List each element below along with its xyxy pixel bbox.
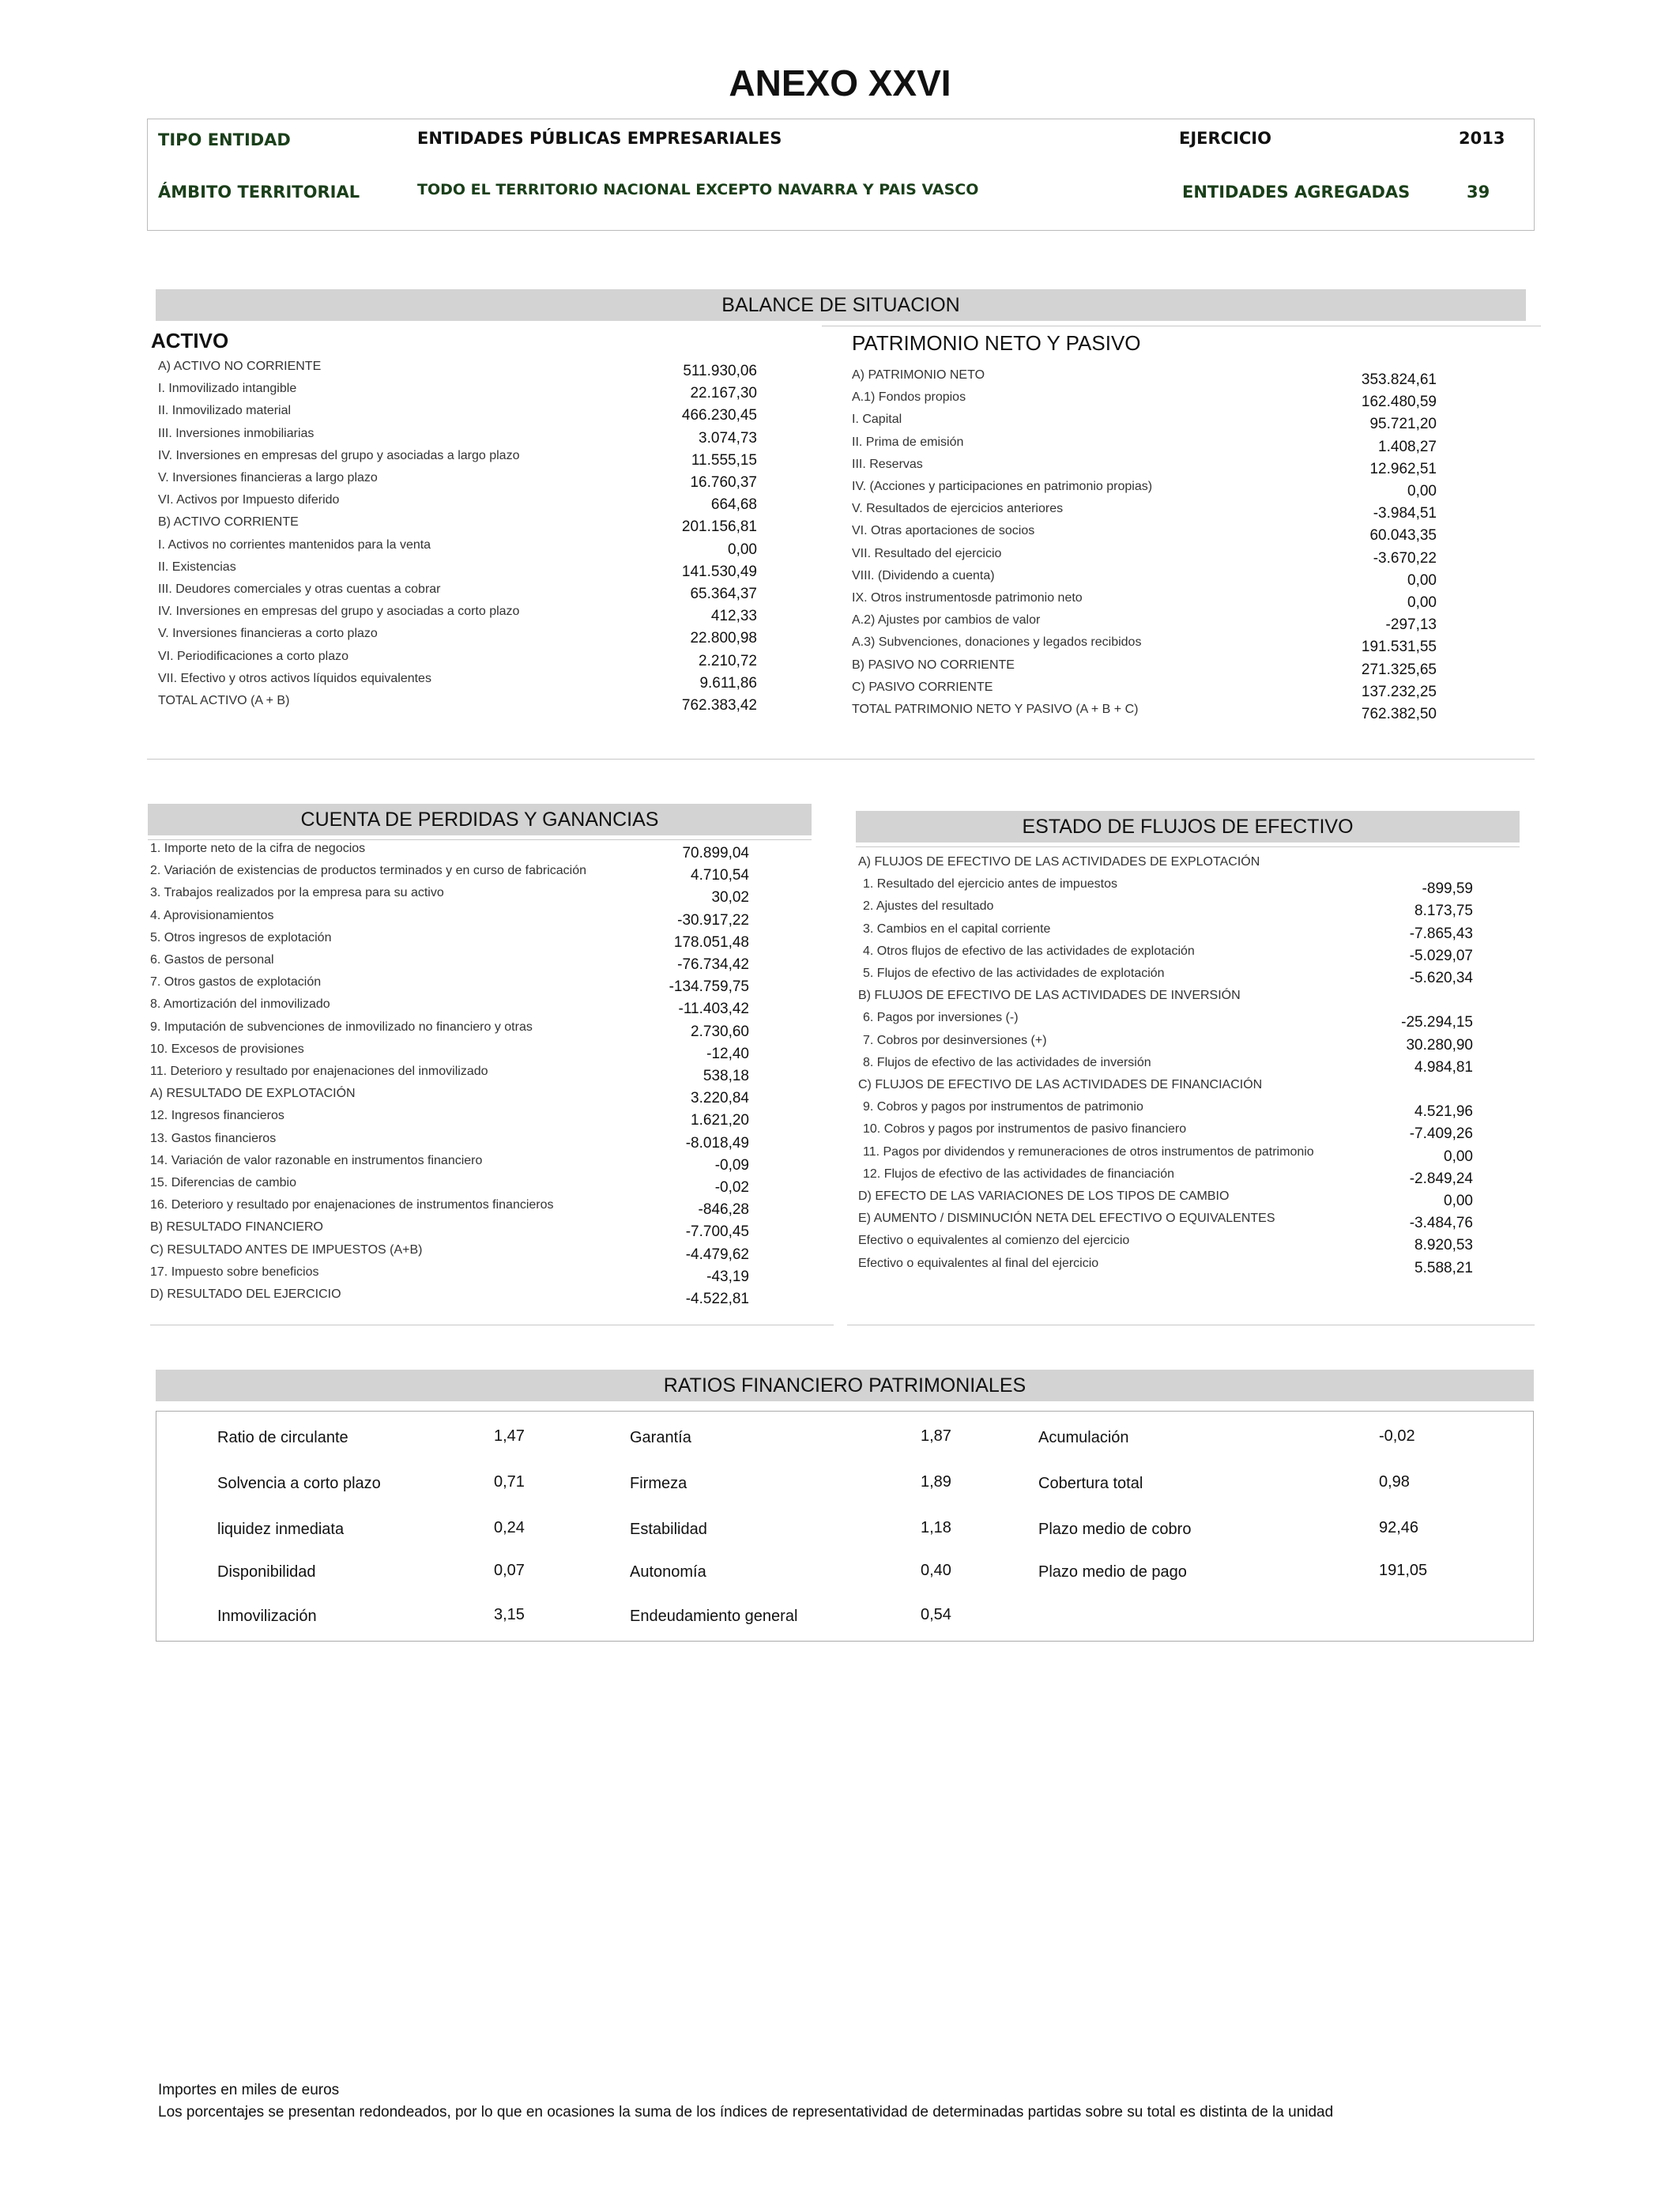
activo-row: [158, 471, 757, 493]
balance-title: BALANCE DE SITUACION: [156, 289, 1526, 321]
ratio-value: 92,46: [1379, 1519, 1419, 1536]
pasivo-row-label: IX. Otros instrumentosde patrimonio neto: [852, 591, 1083, 605]
ratio-value: 191,05: [1379, 1562, 1428, 1579]
pasivo-row-label: A.2) Ajustes por cambios de valor: [852, 613, 1041, 628]
pasivo-row-label: C) PASIVO CORRIENTE: [852, 680, 993, 694]
pasivo-row: [852, 547, 1437, 569]
flujos-row: [858, 1056, 1473, 1078]
pasivo-row: [852, 390, 1437, 413]
flujos-row-label: 12. Flujos de efectivo de las actividades de financiación: [863, 1167, 1175, 1181]
pasivo-row-label: A.3) Subvenciones, donaciones y legados recibidos: [852, 635, 1142, 650]
pasivo-row-label: TOTAL PATRIMONIO NETO Y PASIVO (A + B + C): [852, 703, 1139, 716]
activo-row-value: 664,68: [710, 496, 757, 514]
pasivo-row-value: 1.408,27: [1378, 438, 1437, 455]
page-title: ANEXO XXVI: [729, 62, 951, 104]
flujos-row: [858, 944, 1473, 967]
flujos-row: [858, 1189, 1473, 1212]
tipo-entidad-label: TIPO ENTIDAD: [158, 130, 291, 149]
ratio-value: 1,89: [921, 1473, 951, 1491]
activo-row: [158, 650, 757, 672]
pyg-row-value: 2.730,60: [691, 1023, 749, 1040]
pyg-row: [150, 1132, 749, 1154]
pyg-row-label: 7. Otros gastos de explotación: [150, 975, 322, 990]
pyg-row: [150, 1198, 749, 1220]
activo-row: [158, 694, 757, 716]
section-separator: [147, 759, 1535, 760]
flujos-row-label: B) FLUJOS DE EFECTIVO DE LAS ACTIVIDADES DE INVERSIÓN: [858, 989, 1241, 1003]
flujos-row-value: 8.920,53: [1414, 1237, 1473, 1254]
flujos-row-value: 4.984,81: [1414, 1058, 1473, 1076]
pyg-row-label: A) RESULTADO DE EXPLOTACIÓN: [150, 1087, 356, 1101]
pasivo-row-value: -3.984,51: [1373, 505, 1437, 522]
pasivo-row: [852, 591, 1437, 613]
agregadas-value: 39: [1467, 183, 1490, 202]
pasivo-row-value: 137.232,25: [1361, 683, 1437, 700]
activo-row-label: I. Inmovilizado intangible: [158, 382, 297, 396]
flujos-row-value: 4.521,96: [1414, 1103, 1473, 1121]
pyg-row: [150, 1265, 749, 1287]
activo-row-label: III. Inversiones inmobiliarias: [158, 426, 315, 440]
flujos-row-label: 4. Otros flujos de efectivo de las actividades de explotación: [863, 944, 1195, 958]
pasivo-row-label: B) PASIVO NO CORRIENTE: [852, 658, 1015, 672]
flujos-row: [858, 899, 1473, 922]
pyg-row: [150, 1220, 749, 1242]
flujos-row: [858, 967, 1473, 989]
pyg-row-value: 4.710,54: [691, 867, 749, 884]
flujos-row: [858, 1257, 1473, 1279]
ratio-value: 3,15: [494, 1606, 525, 1623]
ratio-label: Autonomía: [630, 1563, 706, 1581]
ratio-value: 0,24: [494, 1519, 525, 1536]
pyg-row-value: -846,28: [698, 1201, 749, 1219]
activo-row-label: II. Inmovilizado material: [158, 404, 292, 418]
activo-row-label: IV. Inversiones en empresas del grupo y asociadas a corto plazo: [158, 605, 520, 619]
pasivo-row: [852, 458, 1437, 480]
pyg-row: [150, 997, 749, 1020]
flujos-row-label: 10. Cobros y pagos por instrumentos de pasivo financiero: [863, 1122, 1187, 1137]
pasivo-row: [852, 635, 1437, 658]
pyg-row: [150, 842, 749, 864]
pasivo-row-value: 0,00: [1407, 594, 1437, 611]
pyg-row-value: -7.700,45: [685, 1223, 749, 1241]
flujos-divider: [856, 846, 1520, 847]
flujos-row-label: 7. Cobros por desinversiones (+): [863, 1033, 1047, 1047]
flujos-row: [858, 1100, 1473, 1122]
flujos-row-label: 2. Ajustes del resultado: [863, 899, 994, 914]
activo-row-value: 65.364,37: [690, 586, 757, 602]
pasivo-row: [852, 658, 1437, 680]
flujos-row-value: 30.280,90: [1406, 1036, 1473, 1054]
flujos-row-value: 5.588,21: [1414, 1259, 1473, 1276]
activo-row-label: VI. Periodificaciones a corto plazo: [158, 649, 349, 663]
pyg-row-value: -43,19: [706, 1268, 749, 1285]
activo-row: [158, 672, 757, 694]
pyg-row-label: 9. Imputación de subvenciones de inmovilizado no financiero y otras: [150, 1020, 533, 1034]
activo-row-label: V. Inversiones financieras a corto plazo: [158, 627, 378, 641]
flujos-row-label: Efectivo o equivalentes al final del ejercicio: [858, 1256, 1099, 1270]
ratio-value: 1,18: [921, 1519, 951, 1536]
pyg-row-label: 6. Gastos de personal: [150, 953, 274, 967]
pyg-row-value: 1.621,20: [691, 1112, 749, 1129]
pyg-row-value: 30,02: [711, 889, 749, 907]
activo-row: [158, 560, 757, 582]
flujos-row-label: A) FLUJOS DE EFECTIVO DE LAS ACTIVIDADES DE EXPLOTACIÓN: [858, 855, 1260, 869]
pasivo-row-label: V. Resultados de ejercicios anteriores: [852, 502, 1064, 516]
pyg-row: [150, 975, 749, 997]
flujos-row: [858, 855, 1473, 877]
flujos-row: [858, 922, 1473, 944]
pasivo-row-label: A.1) Fondos propios: [852, 390, 966, 405]
ratio-label: Cobertura total: [1038, 1475, 1143, 1492]
activo-row: [158, 449, 757, 471]
pyg-row-value: 3.220,84: [691, 1090, 749, 1107]
pyg-row: [150, 1109, 749, 1131]
activo-row-value: 201.156,81: [681, 518, 757, 536]
flujos-row-value: -7.865,43: [1409, 925, 1473, 942]
activo-row-value: 141.530,49: [681, 563, 757, 580]
activo-row-label: I. Activos no corrientes mantenidos para la venta: [158, 537, 431, 552]
ratios-box: [156, 1411, 1534, 1642]
pyg-row: [150, 953, 749, 975]
pyg-row-value: -134.759,75: [669, 978, 749, 996]
activo-row-value: 16.760,37: [690, 474, 757, 491]
flujos-row: [858, 1011, 1473, 1033]
flujos-row-value: -2.849,24: [1409, 1170, 1473, 1187]
pyg-row-value: -12,40: [706, 1045, 749, 1062]
flujos-row-label: 1. Resultado del ejercicio antes de impuestos: [863, 877, 1117, 892]
ratio-label: liquidez inmediata: [217, 1521, 345, 1538]
flujos-row-label: 11. Pagos por dividendos y remuneraciones de otros instrumentos de patrimonio: [863, 1144, 1314, 1159]
pyg-row-label: 1. Importe neto de la cifra de negocios: [150, 842, 366, 855]
activo-row: [158, 404, 757, 426]
ratio-label: Endeudamiento general: [630, 1608, 798, 1625]
ratios-title: RATIOS FINANCIERO PATRIMONIALES: [156, 1370, 1534, 1401]
pasivo-row-label: VII. Resultado del ejercicio: [852, 546, 1002, 560]
flujos-row-label: Efectivo o equivalentes al comienzo del ejercicio: [858, 1234, 1130, 1248]
activo-row-value: 22.800,98: [690, 630, 757, 647]
pyg-row-value: -11.403,42: [678, 1001, 749, 1018]
flujos-row: [858, 989, 1473, 1011]
activo-row-label: III. Deudores comerciales y otras cuentas a cobrar: [158, 582, 441, 596]
flujos-row-value: 0,00: [1444, 1148, 1473, 1165]
pyg-row: [150, 1020, 749, 1042]
activo-row-label: IV. Inversiones en empresas del grupo y asociadas a largo plazo: [158, 448, 520, 462]
flujos-row-value: -5.029,07: [1409, 947, 1473, 964]
ratio-value: 0,40: [921, 1562, 951, 1579]
flujos-row: [858, 1122, 1473, 1144]
pyg-row: [150, 1154, 749, 1176]
pasivo-row: [852, 480, 1437, 502]
pyg-row-label: 10. Excesos de provisiones: [150, 1042, 304, 1056]
pyg-row-label: 13. Gastos financieros: [150, 1131, 277, 1145]
ratio-value: 1,47: [494, 1427, 525, 1445]
flujos-row-label: C) FLUJOS DE EFECTIVO DE LAS ACTIVIDADES DE FINANCIACIÓN: [858, 1078, 1263, 1091]
pyg-row-label: C) RESULTADO ANTES DE IMPUESTOS (A+B): [150, 1242, 423, 1257]
pasivo-row-value: -297,13: [1385, 616, 1437, 634]
activo-heading: ACTIVO: [151, 329, 229, 352]
ratio-value: 0,71: [494, 1473, 525, 1491]
activo-row: [158, 582, 757, 605]
footer-note-rounding: Los porcentajes se presentan redondeados, por lo que en ocasiones la suma de los índices de representatividad de determinadas partidas sobre su total es distinta de la unidad: [158, 2104, 1334, 2120]
pyg-row-value: -4.522,81: [685, 1291, 749, 1307]
flujos-row-value: -25.294,15: [1401, 1014, 1473, 1031]
pyg-row-value: -0,02: [714, 1179, 749, 1196]
ratio-label: Solvencia a corto plazo: [217, 1475, 381, 1492]
pasivo-row-label: I. Capital: [852, 413, 902, 427]
flujos-title: ESTADO DE FLUJOS DE EFECTIVO: [856, 811, 1520, 843]
flujos-row: [858, 1034, 1473, 1056]
pyg-row-label: 3. Trabajos realizados por la empresa para su activo: [150, 886, 444, 900]
pyg-row-label: B) RESULTADO FINANCIERO: [150, 1220, 323, 1235]
activo-row-value: 0,00: [728, 541, 757, 558]
flujos-row-label: D) EFECTO DE LAS VARIACIONES DE LOS TIPOS DE CAMBIO: [858, 1189, 1230, 1203]
ratio-label: Disponibilidad: [217, 1563, 316, 1581]
pasivo-row: [852, 680, 1437, 703]
pyg-row: [150, 1065, 749, 1087]
pasivo-row-value: 0,00: [1407, 571, 1437, 589]
pyg-row-value: 70.899,04: [682, 845, 749, 861]
activo-row-label: TOTAL ACTIVO (A + B): [158, 694, 290, 707]
activo-row: [158, 382, 757, 404]
pasivo-row-label: A) PATRIMONIO NETO: [852, 368, 985, 382]
activo-row: [158, 493, 757, 515]
activo-row-value: 511.930,06: [683, 363, 757, 379]
pasivo-heading: PATRIMONIO NETO Y PASIVO: [852, 331, 1141, 355]
pyg-row-label: 15. Diferencias de cambio: [150, 1176, 296, 1189]
pasivo-row-value: 12.962,51: [1369, 460, 1437, 477]
ejercicio-value: 2013: [1459, 129, 1505, 148]
ratio-value: 1,87: [921, 1427, 951, 1445]
pyg-row: [150, 1287, 749, 1310]
pasivo-row-label: III. Reservas: [852, 457, 923, 471]
pyg-row-value: -76.734,42: [677, 956, 749, 973]
activo-row-value: 2.210,72: [699, 652, 757, 669]
activo-row-label: B) ACTIVO CORRIENTE: [158, 515, 299, 530]
flujos-row: [858, 1212, 1473, 1234]
ratio-label: Estabilidad: [630, 1521, 707, 1538]
activo-row-value: 22.167,30: [690, 385, 757, 402]
pyg-divider: [148, 839, 812, 840]
activo-row: [158, 427, 757, 449]
pyg-row: [150, 1243, 749, 1265]
activo-row-value: 11.555,15: [691, 451, 757, 469]
pyg-row: [150, 909, 749, 931]
flujos-row-label: 3. Cambios en el capital corriente: [863, 922, 1051, 936]
flujos-row: [858, 877, 1473, 899]
pasivo-row-label: IV. (Acciones y participaciones en patrimonio propias): [852, 480, 1153, 493]
activo-row: [158, 538, 757, 560]
ratio-label: Firmeza: [630, 1475, 687, 1492]
pyg-row: [150, 1176, 749, 1198]
ratio-label: Acumulación: [1038, 1429, 1129, 1446]
activo-row: [158, 627, 757, 649]
ratio-value: 0,07: [494, 1562, 525, 1579]
flujos-row-label: 5. Flujos de efectivo de las actividades de explotación: [863, 967, 1165, 980]
pasivo-row: [852, 613, 1437, 635]
activo-row-label: VII. Efectivo y otros activos líquidos equivalentes: [158, 671, 431, 685]
pyg-row-label: 16. Deterioro y resultado por enajenaciones de instrumentos financieros: [150, 1198, 554, 1212]
ratio-label: Garantía: [630, 1429, 691, 1446]
pasivo-row-value: 0,00: [1407, 483, 1437, 499]
ratio-value: 0,98: [1379, 1473, 1410, 1491]
pasivo-row-value: 271.325,65: [1361, 661, 1437, 678]
pasivo-row-value: -3.670,22: [1373, 549, 1437, 567]
ratio-label: Plazo medio de pago: [1038, 1563, 1187, 1581]
pyg-row-value: -8.018,49: [685, 1134, 749, 1152]
pyg-row: [150, 1087, 749, 1109]
entity-header-box: [147, 119, 1535, 231]
footer-note-units: Importes en miles de euros: [158, 2082, 340, 2098]
ejercicio-label: EJERCICIO: [1179, 129, 1271, 148]
flujos-row-value: -7.409,26: [1409, 1125, 1473, 1143]
pasivo-row: [852, 502, 1437, 524]
pyg-row-label: 12. Ingresos financieros: [150, 1109, 284, 1123]
pyg-row-label: 4. Aprovisionamientos: [150, 908, 274, 922]
pyg-row-value: -0,09: [714, 1156, 749, 1174]
pasivo-row-label: II. Prima de emisión: [852, 435, 964, 449]
activo-row-value: 3.074,73: [699, 429, 757, 447]
flujos-row-label: 9. Cobros y pagos por instrumentos de patrimonio: [863, 1100, 1143, 1114]
pasivo-row-label: VI. Otras aportaciones de socios: [852, 524, 1035, 538]
pasivo-row-value: 353.824,61: [1361, 371, 1437, 388]
pyg-row-value: -4.479,62: [685, 1246, 749, 1263]
pasivo-row-value: 191.531,55: [1361, 639, 1437, 656]
activo-row-value: 762.383,42: [681, 697, 757, 714]
activo-row-value: 412,33: [710, 608, 757, 625]
activo-row-label: V. Inversiones financieras a largo plazo: [158, 471, 378, 484]
flujos-row-value: -3.484,76: [1409, 1215, 1473, 1232]
flujos-row-label: 6. Pagos por inversiones (-): [863, 1011, 1019, 1025]
pasivo-row: [852, 435, 1437, 458]
pyg-row: [150, 864, 749, 886]
ratio-label: Plazo medio de cobro: [1038, 1521, 1192, 1538]
activo-row-label: II. Existencias: [158, 560, 236, 574]
flujos-row-value: 8.173,75: [1414, 903, 1473, 920]
pasivo-row-value: 162.480,59: [1361, 394, 1437, 411]
tipo-entidad-value: ENTIDADES PÚBLICAS EMPRESARIALES: [417, 129, 782, 148]
ambito-label: ÁMBITO TERRITORIAL: [158, 183, 360, 202]
flujos-row-label: 8. Flujos de efectivo de las actividades de inversión: [863, 1055, 1151, 1069]
activo-row: [158, 360, 757, 382]
ratio-label: Inmovilización: [217, 1608, 317, 1625]
flujos-row-value: -5.620,34: [1409, 970, 1473, 986]
activo-row-value: 9.611,86: [699, 674, 757, 692]
flujos-row-value: -899,59: [1422, 880, 1473, 898]
ambito-value: TODO EL TERRITORIO NACIONAL EXCEPTO NAVARRA Y PAIS VASCO: [417, 181, 979, 198]
pyg-row-label: 11. Deterioro y resultado por enajenaciones del inmovilizado: [150, 1065, 488, 1078]
pyg-row-label: 8. Amortización del inmovilizado: [150, 997, 330, 1012]
flujos-row: [858, 1167, 1473, 1189]
pyg-row: [150, 1042, 749, 1065]
pyg-row: [150, 931, 749, 953]
pasivo-row-value: 60.043,35: [1369, 527, 1437, 545]
pyg-row-value: 538,18: [703, 1068, 749, 1084]
activo-row: [158, 605, 757, 627]
flujos-row-value: 0,00: [1444, 1193, 1473, 1209]
pasivo-row-label: VIII. (Dividendo a cuenta): [852, 568, 995, 582]
pasivo-row: [852, 524, 1437, 546]
flujos-row: [858, 1078, 1473, 1100]
activo-row-label: A) ACTIVO NO CORRIENTE: [158, 360, 322, 373]
pyg-row-label: 2. Variación de existencias de productos terminados y en curso de fabricación: [150, 864, 587, 878]
flujos-row: [858, 1145, 1473, 1167]
pyg-row-label: D) RESULTADO DEL EJERCICIO: [150, 1287, 341, 1301]
pasivo-row: [852, 569, 1437, 591]
ratio-label: Ratio de circulante: [217, 1429, 348, 1446]
pyg-row: [150, 886, 749, 908]
pasivo-row: [852, 413, 1437, 435]
pyg-row-value: -30.917,22: [677, 911, 749, 929]
pyg-row-label: 5. Otros ingresos de explotación: [150, 930, 332, 944]
pyg-row-label: 14. Variación de valor razonable en instrumentos financiero: [150, 1153, 483, 1167]
flujos-row-label: E) AUMENTO / DISMINUCIÓN NETA DEL EFECTIVO O EQUIVALENTES: [858, 1212, 1275, 1226]
agregadas-label: ENTIDADES AGREGADAS: [1182, 183, 1411, 202]
pasivo-row: [852, 703, 1437, 725]
ratio-value: -0,02: [1379, 1427, 1415, 1445]
pasivo-row-value: 762.382,50: [1361, 706, 1437, 722]
pasivo-row: [852, 368, 1437, 390]
flujos-row: [858, 1234, 1473, 1256]
pasivo-row-value: 95.721,20: [1369, 416, 1437, 433]
pyg-row-label: 17. Impuesto sobre beneficios: [150, 1265, 319, 1279]
activo-row-label: VI. Activos por Impuesto diferido: [158, 493, 340, 507]
pyg-row-value: 178.051,48: [673, 933, 749, 951]
activo-row: [158, 515, 757, 537]
pyg-title: CUENTA DE PERDIDAS Y GANANCIAS: [148, 804, 812, 835]
ratio-value: 0,54: [921, 1606, 951, 1623]
activo-row-value: 466.230,45: [681, 407, 757, 424]
